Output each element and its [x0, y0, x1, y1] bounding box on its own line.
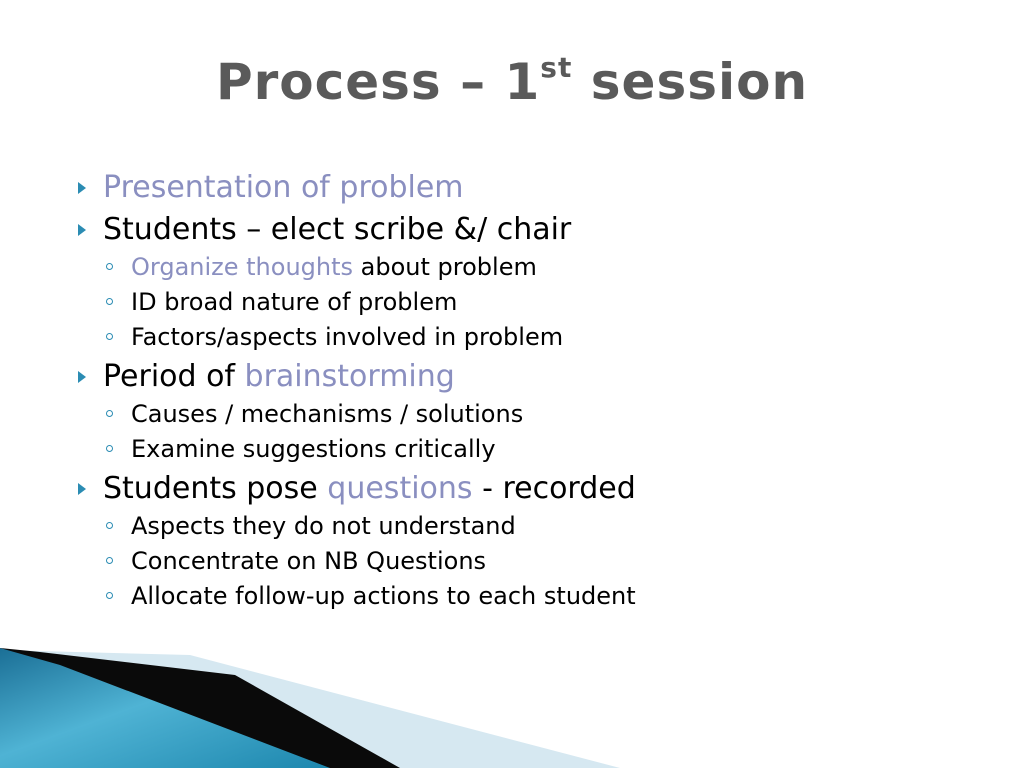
circle-bullet-icon [106, 592, 113, 599]
bullet-text: Period of [103, 359, 245, 394]
bullet-text: Students pose [103, 471, 328, 506]
circle-bullet-icon [106, 410, 113, 417]
bullet-item [78, 469, 978, 509]
circle-bullet-icon [106, 445, 113, 452]
circle-bullet-icon [106, 522, 113, 529]
title-superscript: st [540, 51, 573, 85]
sub-bullet-item [78, 285, 978, 320]
sub-bullet-item [78, 509, 978, 544]
bullet-accent: brainstorming [244, 359, 455, 394]
arrow-bullet-icon [78, 182, 86, 194]
arrow-bullet-icon [78, 224, 86, 236]
bullet-item [78, 210, 978, 250]
arrow-bullet-icon [78, 483, 86, 495]
sub-bullet-text: Factors/aspects involved in problem [131, 323, 564, 351]
circle-bullet-icon [106, 333, 113, 340]
arrow-bullet-icon [78, 371, 86, 383]
sub-bullet-text: Aspects they do not understand [131, 512, 516, 540]
bullet-item [78, 357, 978, 397]
bullet-text-end: - recorded [472, 471, 636, 506]
sub-bullet-item [78, 250, 978, 285]
sub-bullet-text: Causes / mechanisms / solutions [131, 400, 524, 428]
circle-bullet-icon [106, 298, 113, 305]
slide-title [0, 52, 1024, 112]
title-main: Process – 1 [215, 53, 541, 111]
bullet-accent: questions [327, 471, 473, 506]
sub-bullet-text: Concentrate on NB Questions [131, 547, 487, 575]
sub-bullet-text: Examine suggestions critically [131, 435, 496, 463]
sub-bullet-text: about problem [353, 253, 537, 281]
sub-bullet-text: ID broad nature of problem [131, 288, 458, 316]
circle-bullet-icon [106, 263, 113, 270]
bullet-item [78, 168, 978, 208]
sub-bullet-accent: Organize thoughts [131, 253, 354, 281]
title-end: session [572, 53, 809, 111]
circle-bullet-icon [106, 557, 113, 564]
sub-bullet-item [78, 432, 978, 467]
bullet-list [78, 166, 978, 614]
sub-bullet-item [78, 544, 978, 579]
bullet-text: Students – elect scribe &/ chair [103, 212, 572, 247]
sub-bullet-text: Allocate follow-up actions to each student [131, 582, 636, 610]
sub-bullet-item [78, 397, 978, 432]
sub-bullet-item [78, 579, 978, 614]
sub-bullet-item [78, 320, 978, 355]
bullet-text: Presentation of problem [103, 170, 464, 205]
